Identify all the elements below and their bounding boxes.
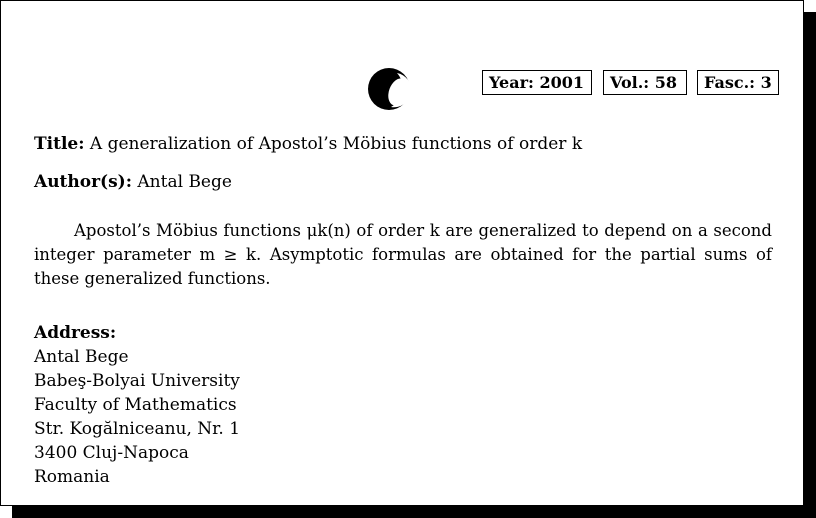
author-row [34, 171, 232, 193]
title-label: Title: [34, 134, 85, 154]
address-block [34, 321, 240, 489]
fascicle-badge: Fasc.: 3 [697, 70, 779, 95]
author-name: Antal Bege [137, 172, 232, 192]
title-row [34, 133, 582, 155]
address-label: Address: [34, 323, 117, 343]
address-line: Faculty of Mathematics [34, 395, 237, 415]
abstract-text: Apostol’s Möbius functions μk(n) of order k are generalized to depend on a second integer parameter m ≥ k. Asymptotic formulas are obtained for the partial sums of these generalized functions. [34, 221, 772, 288]
year-badge: Year: 2001 [482, 70, 592, 95]
address-line: Antal Bege [34, 347, 129, 367]
volume-badge: Vol.: 58 [603, 70, 687, 95]
address-line: Romania [34, 467, 110, 487]
address-line: Babeş-Bolyai University [34, 371, 240, 391]
article-title: A generalization of Apostol’s Möbius functions of order k [89, 134, 583, 154]
page-shadow-right [804, 12, 816, 518]
author-label: Author(s): [34, 172, 132, 192]
address-line: 3400 Cluj-Napoca [34, 443, 189, 463]
address-line: Str. Kogălniceanu, Nr. 1 [34, 419, 241, 439]
journal-logo-icon [367, 67, 411, 111]
page-shadow-bottom [12, 506, 816, 518]
